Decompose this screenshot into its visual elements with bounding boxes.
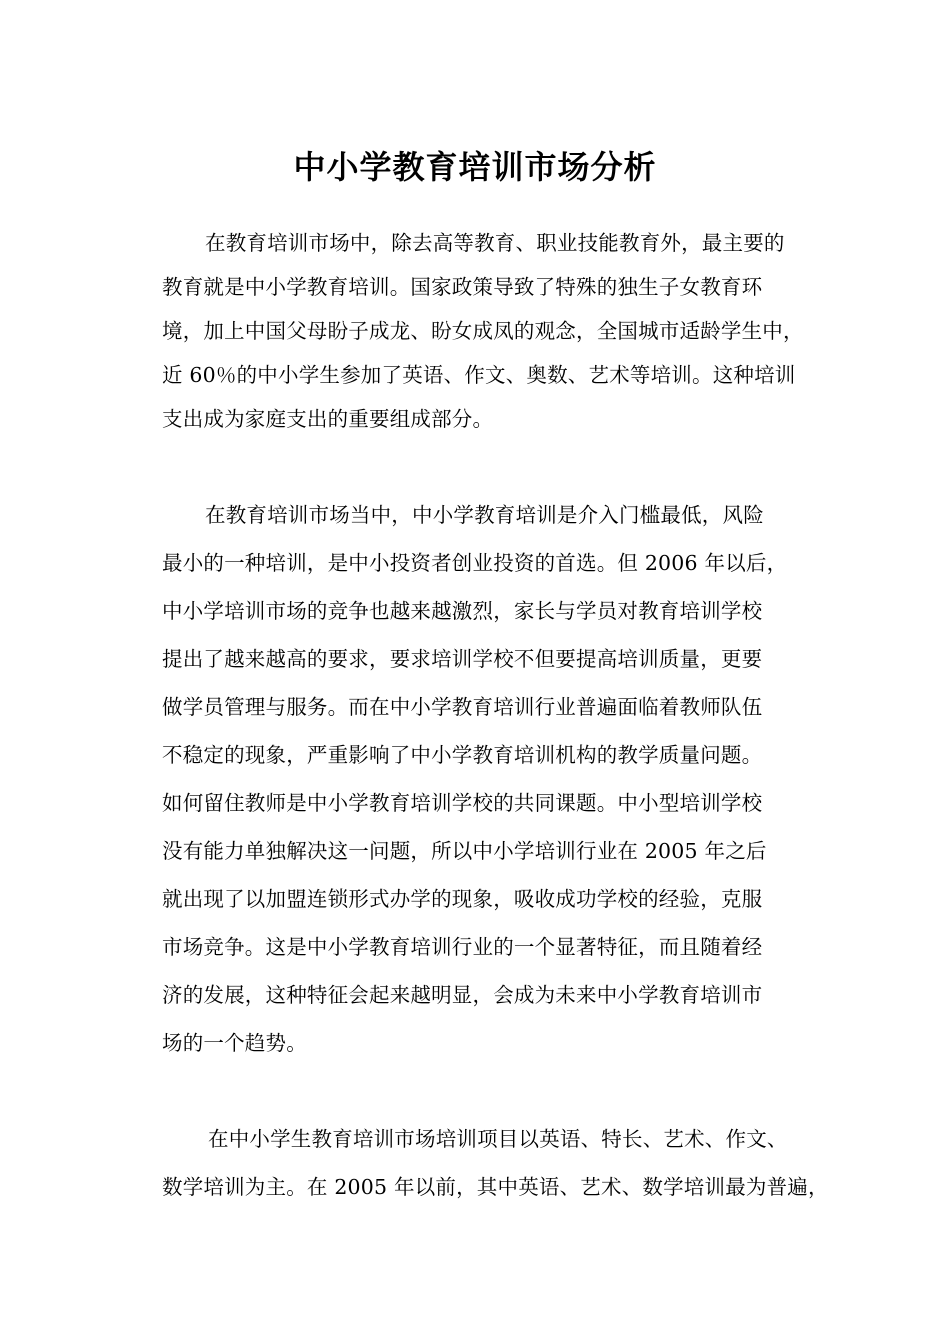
paragraph-line: 场的一个趋势。 <box>162 1031 307 1055</box>
paragraph-line: 做学员管理与服务。而在中小学教育培训行业普遍面临着教师队伍 <box>162 695 763 719</box>
paragraph-line: 支出成为家庭支出的重要组成部分。 <box>162 407 494 431</box>
document-title: 中小学教育培训市场分析 <box>293 148 657 186</box>
paragraph-line: 境，加上中国父母盼子成龙、盼女成凤的观念，全国城市适龄学生中， <box>162 319 804 343</box>
paragraph-line: 数学培训为主。在 2005 年以前，其中英语、艺术、数学培训最为普遍， <box>162 1175 829 1199</box>
paragraph-line: 市场竞争。这是中小学教育培训行业的一个显著特征，而且随着经 <box>162 935 763 959</box>
paragraph-line: 最小的一种培训，是中小投资者创业投资的首选。但 2006 年以后， <box>162 551 788 575</box>
paragraph-line: 在中小学生教育培训市场培训项目以英语、特长、艺术、作文、 <box>208 1127 788 1151</box>
paragraph-line: 就出现了以加盟连锁形式办学的现象，吸收成功学校的经验，克服 <box>162 887 763 911</box>
paragraph-line: 济的发展，这种特征会起来越明显，会成为未来中小学教育培训市 <box>162 983 763 1007</box>
paragraph-line: 提出了越来越高的要求，要求培训学校不但要提高培训质量，更要 <box>162 647 763 671</box>
paragraph-line: 不稳定的现象，严重影响了中小学教育培训机构的教学质量问题。 <box>162 743 763 767</box>
paragraph-line: 如何留住教师是中小学教育培训学校的共同课题。中小型培训学校 <box>162 791 763 815</box>
paragraph-line: 教育就是中小学教育培训。国家政策导致了特殊的独生子女教育环 <box>162 275 763 299</box>
paragraph-line: 在教育培训市场当中，中小学教育培训是介入门槛最低，风险 <box>205 503 764 527</box>
paragraph-line: 在教育培训市场中，除去高等教育、职业技能教育外，最主要的 <box>205 231 785 255</box>
paragraph-line: 近 60％的中小学生参加了英语、作文、奥数、艺术等培训。这种培训 <box>162 363 796 387</box>
paragraph-line: 没有能力单独解决这一问题，所以中小学培训行业在 2005 年之后 <box>162 839 767 863</box>
paragraph-line: 中小学培训市场的竞争也越来越激烈，家长与学员对教育培训学校 <box>162 599 763 623</box>
